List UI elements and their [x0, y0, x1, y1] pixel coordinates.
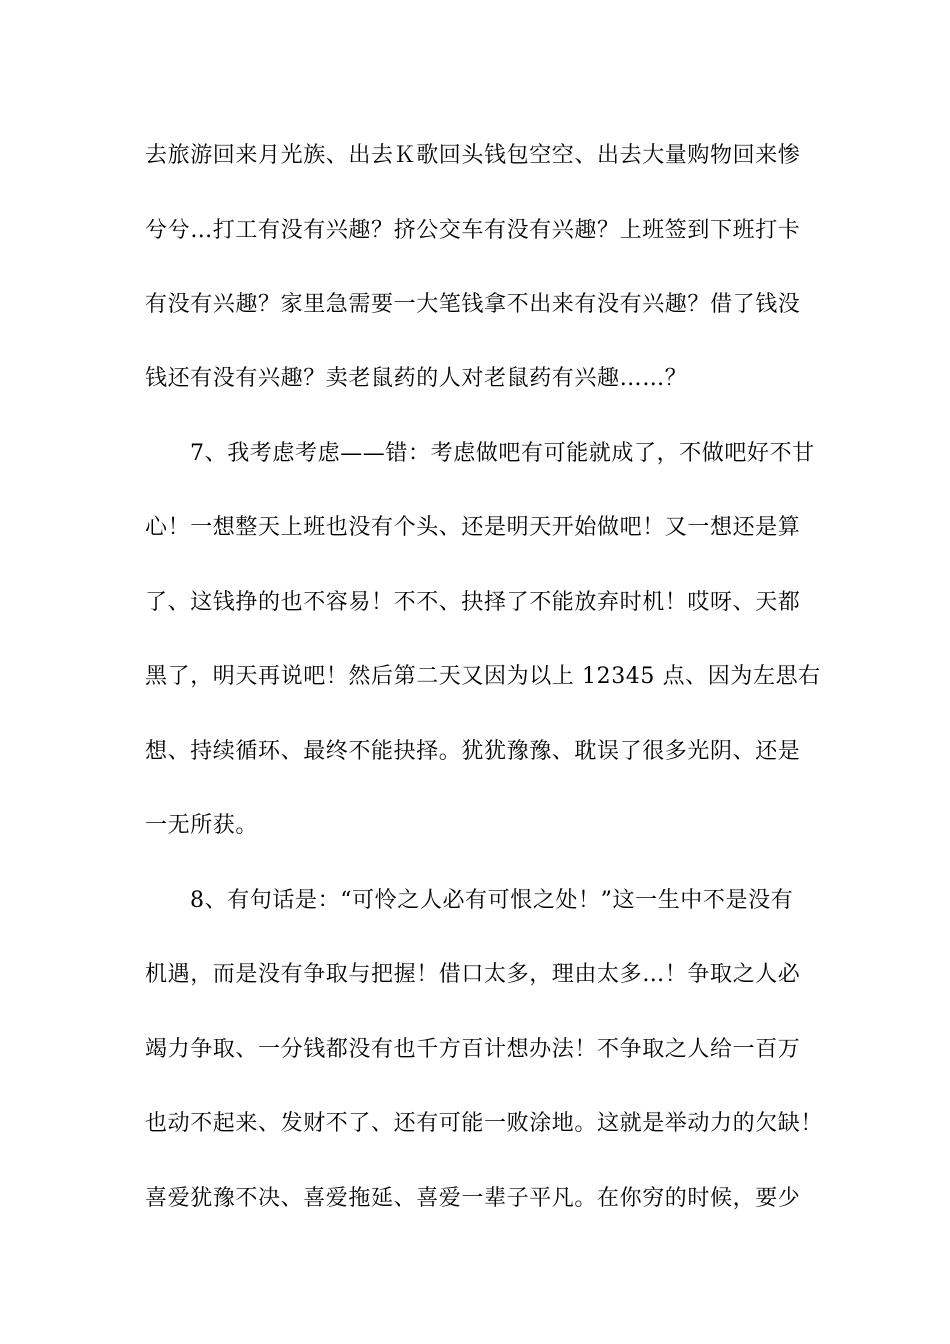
text-line: 去旅游回来月光族、出去Ｋ歌回头钱包空空、出去大量购物回来惨 [145, 143, 801, 168]
text-line: 黑了，明天再说吧！然后第二天又因为以上 12345 点、因为左思右 [145, 664, 821, 689]
text-line: 一无所获。 [145, 813, 259, 838]
text-line: 钱还有没有兴趣？卖老鼠药的人对老鼠药有兴趣……？ [145, 366, 688, 391]
paragraph-8-first-line: 8、有句话是：“可怜之人必有可恨之处！”这一生中不是没有 [190, 888, 794, 913]
paragraph-7-first-line: 7、我考虑考虑——错：考虑做吧有可能就成了，不做吧好不甘 [190, 441, 815, 466]
text-line: 想、持续循环、最终不能抉择。犹犹豫豫、耽误了很多光阴、还是 [145, 739, 801, 764]
text-line: 兮兮…打工有没有兴趣？挤公交车有没有兴趣？上班签到下班打卡 [145, 218, 801, 243]
text-line: 有没有兴趣？家里急需要一大笔钱拿不出来有没有兴趣？借了钱没 [145, 292, 801, 317]
text-line: 竭力争取、一分钱都没有也千方百计想办法！不争取之人给一百万 [145, 1037, 801, 1062]
text-line: 机遇，而是没有争取与把握！借口太多，理由太多…！争取之人必 [145, 962, 801, 987]
text-line: 心！一想整天上班也没有个头、还是明天开始做吧！又一想还是算 [145, 515, 801, 540]
text-line: 喜爱犹豫不决、喜爱拖延、喜爱一辈子平凡。在你穷的时候，要少 [145, 1186, 801, 1211]
text-line: 了、这钱挣的也不容易！不不、抉择了不能放弃时机！哎呀、天都 [145, 590, 801, 615]
text-line: 也动不起来、发财不了、还有可能一败涂地。这就是举动力的欠缺！ [145, 1111, 824, 1136]
